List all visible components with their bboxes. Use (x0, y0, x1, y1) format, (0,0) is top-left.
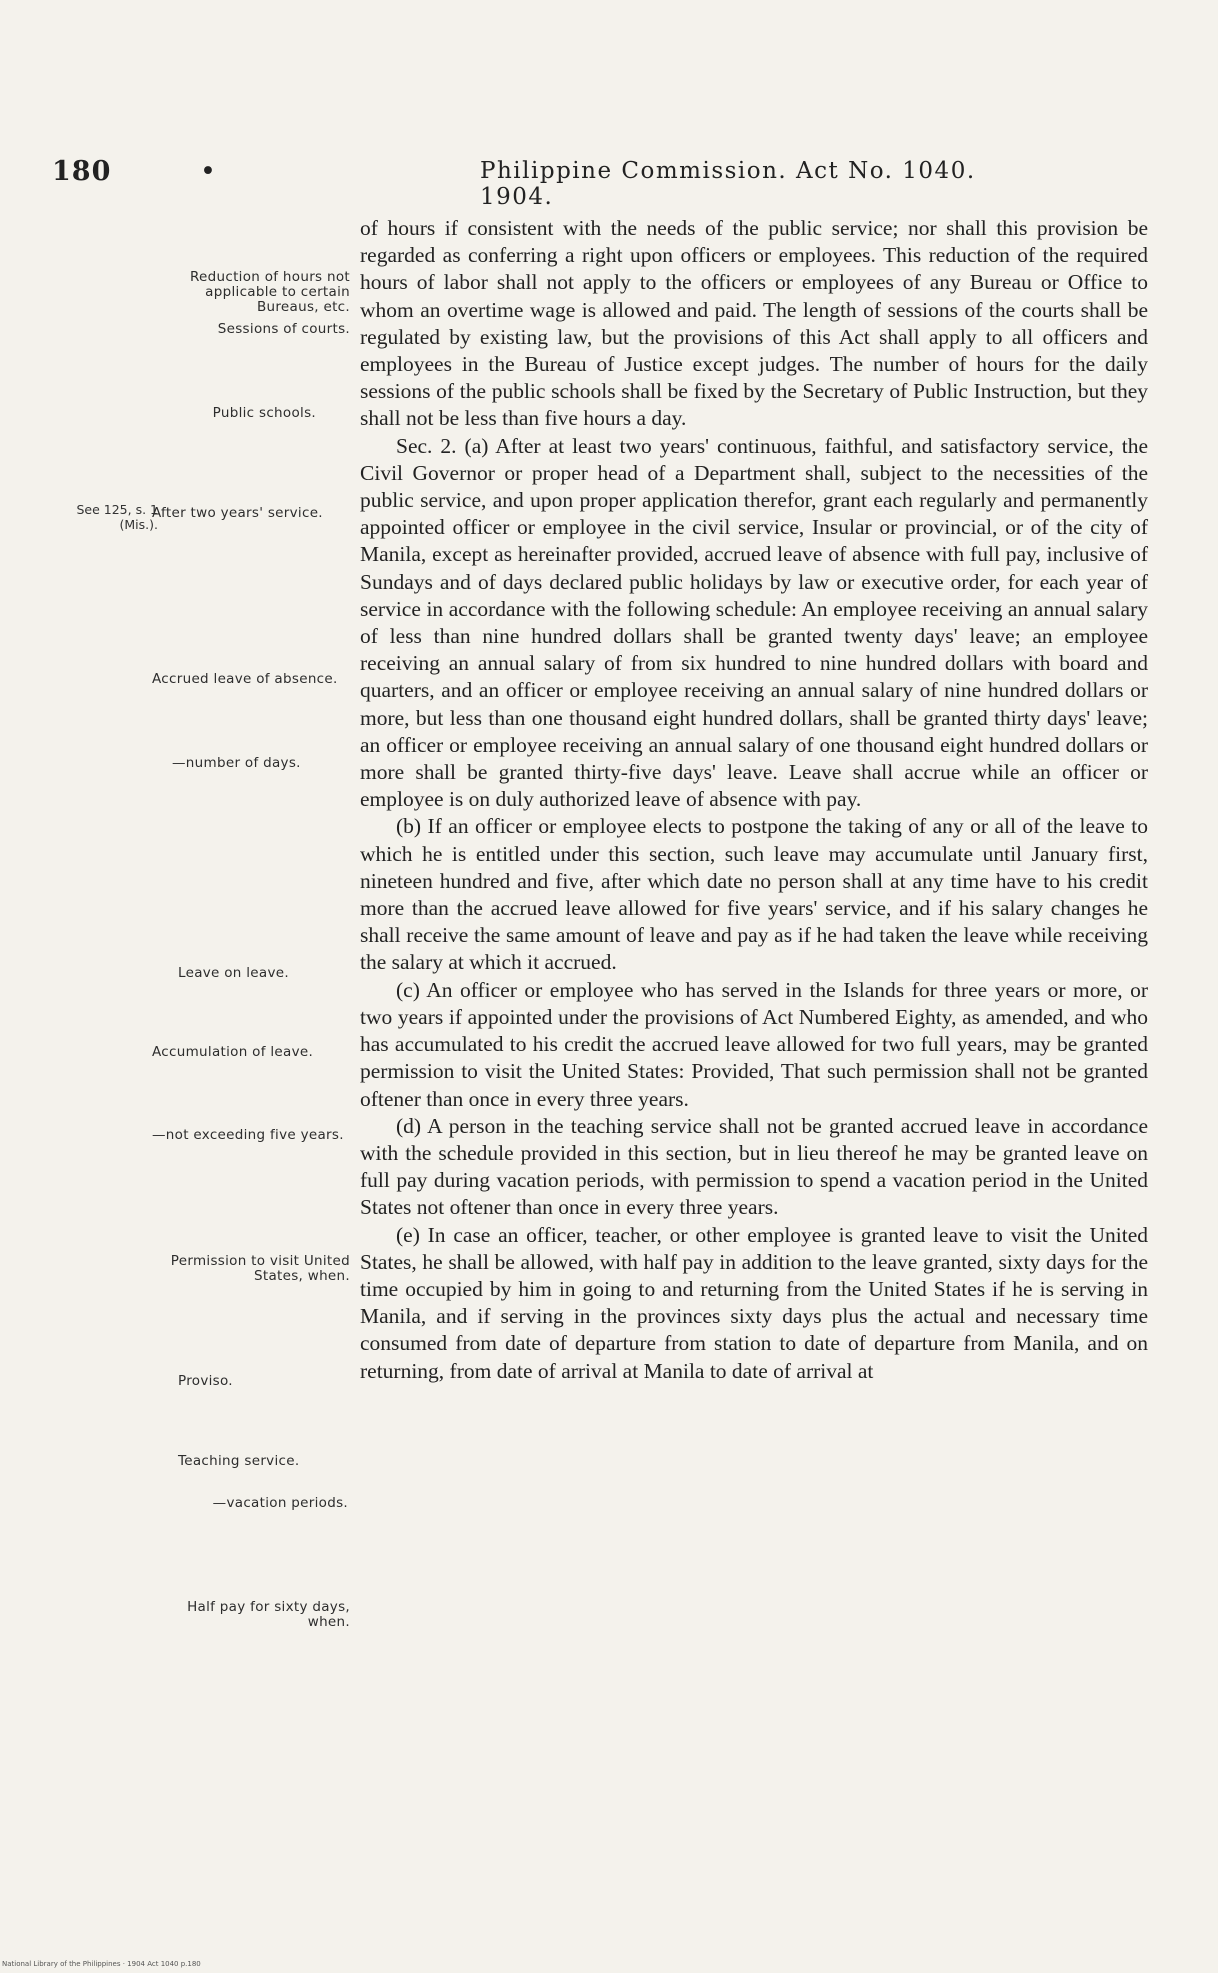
margin-note-vacation: —vacation periods. (212, 1495, 348, 1511)
paragraph-sec-2e: (e) In case an officer, teacher, or other employee is granted leave to visit the United States, he shall be allowed, with half pay in addition to the leave granted, sixty days for the time occupied by him in going to and returning from the United States if he is serving in Manila, and if serving in the provinces sixty days plus the actual and necessary time consumed from date of departure from station to date of departure from Manila, and on returning, from date of arrival at Manila to date of arrival at (360, 1222, 1148, 1383)
page-header (52, 156, 1052, 210)
margin-note-teaching: Teaching service. (178, 1453, 300, 1469)
margin-note-accumulation: Accumulation of leave. (152, 1044, 314, 1060)
margin-note-schools: Public schools. (212, 405, 316, 421)
margin-note-leave-on-leave: Leave on leave. (178, 965, 289, 981)
margin-note-proviso: Proviso. (178, 1373, 233, 1389)
margin-note-permission: Permission to visit United States, when. (170, 1253, 350, 1284)
paragraph-sec-2d: (d) A person in the teaching service shall not be granted accrued leave in accordance with the schedule provided in this section, but in lieu thereof he may be granted leave on full pay during vacation periods, with permission to spend a vacation period in the United States not oftener than once in every three years. (360, 1113, 1148, 1220)
paragraph-continuation: of hours if consistent with the needs of the public service; nor shall this provision be regarded as conferring a right upon officers or employees. This reduction of the required hours of labor shall not apply to the officers or employees of any Bureau or Office to whom an overtime wage is allowed and paid. The length of sessions of the courts shall be regulated by existing law, but the provisions of this Act shall apply to all officers and employees in the Bureau of Justice except judges. The number of hours for the daily sessions of the public schools shall be fixed by the Secretary of Public Instruction, but they shall not be less than five hours a day. (360, 216, 1148, 431)
paragraph-sec-2c: (c) An officer or employee who has served in the Islands for three years or more, or two years if appointed under the provisions of Act Numbered Eighty, as amended, and who has accumulated to his credit the accrued leave allowed for two full years, may be granted permission to visit the United States: Provided, That such permission shall not be granted oftener than once in every three years. (360, 977, 1148, 1111)
margin-note-two-years: After two years' service. (152, 505, 323, 521)
margin-note-reduction: Reduction of hours not applicable to certain Bureaus, etc. (189, 269, 350, 315)
header-bullet: • (200, 156, 216, 187)
page-number: 180 (52, 156, 112, 187)
margin-note-sessions: Sessions of courts. (217, 321, 350, 337)
body-text (360, 215, 1148, 1385)
footer-credit: National Library of the Philippines · 1904 Act 1040 p.180 (2, 1960, 201, 1968)
reference-note: See 125, s. 1 (Mis.). (76, 502, 158, 532)
margin-note-five-years: —not exceeding five years. (152, 1127, 344, 1143)
paragraph-sec-2b: (b) If an officer or employee elects to postpone the taking of any or all of the leave to which he is entitled under this section, such leave may accumulate until January first, nineteen hundred and five, after which date no person shall at any time have to his credit more than the accrued leave allowed for five years' service, and if his salary changes he shall receive the same amount of leave and pay as if he had taken the leave while receiving the salary at which it accrued. (360, 814, 1148, 975)
margin-note-number-days: —number of days. (172, 755, 301, 771)
margin-note-accrued-leave: Accrued leave of absence. (152, 671, 338, 687)
paragraph-sec-2a: Sec. 2. (a) After at least two years' continuous, faithful, and satisfactory service, the Civil Governor or proper head of a Department shall, subject to the necessities of the public service, and upon proper application therefor, grant each regularly and permanently appointed officer or employee in the civil service, Insular or provincial, or of the city of Manila, except as hereinafter provided, accrued leave of absence with full pay, inclusive of Sundays and of days declared public holidays by law or executive order, for each year of service in accordance with the following schedule: An employee receiving an annual salary of less than nine hundred dollars shall be granted twenty days' leave; an employee receiving an annual salary of from six hundred to nine hundred dollars with board and quarters, and an officer or employee receiving an annual salary of nine hundred dollars or more, but less than one thousand eight hundred dollars, shall be granted thirty days' leave; an officer or employee receiving an annual salary of one thousand eight hundred dollars or more shall be granted thirty-five days' leave. Leave shall accrue while an officer or employee is on duly authorized leave of absence with pay. (360, 433, 1148, 812)
margin-note-half-pay: Half pay for sixty days, when. (187, 1599, 350, 1630)
running-head: Philippine Commission. Act No. 1040. 1904. (480, 158, 976, 210)
